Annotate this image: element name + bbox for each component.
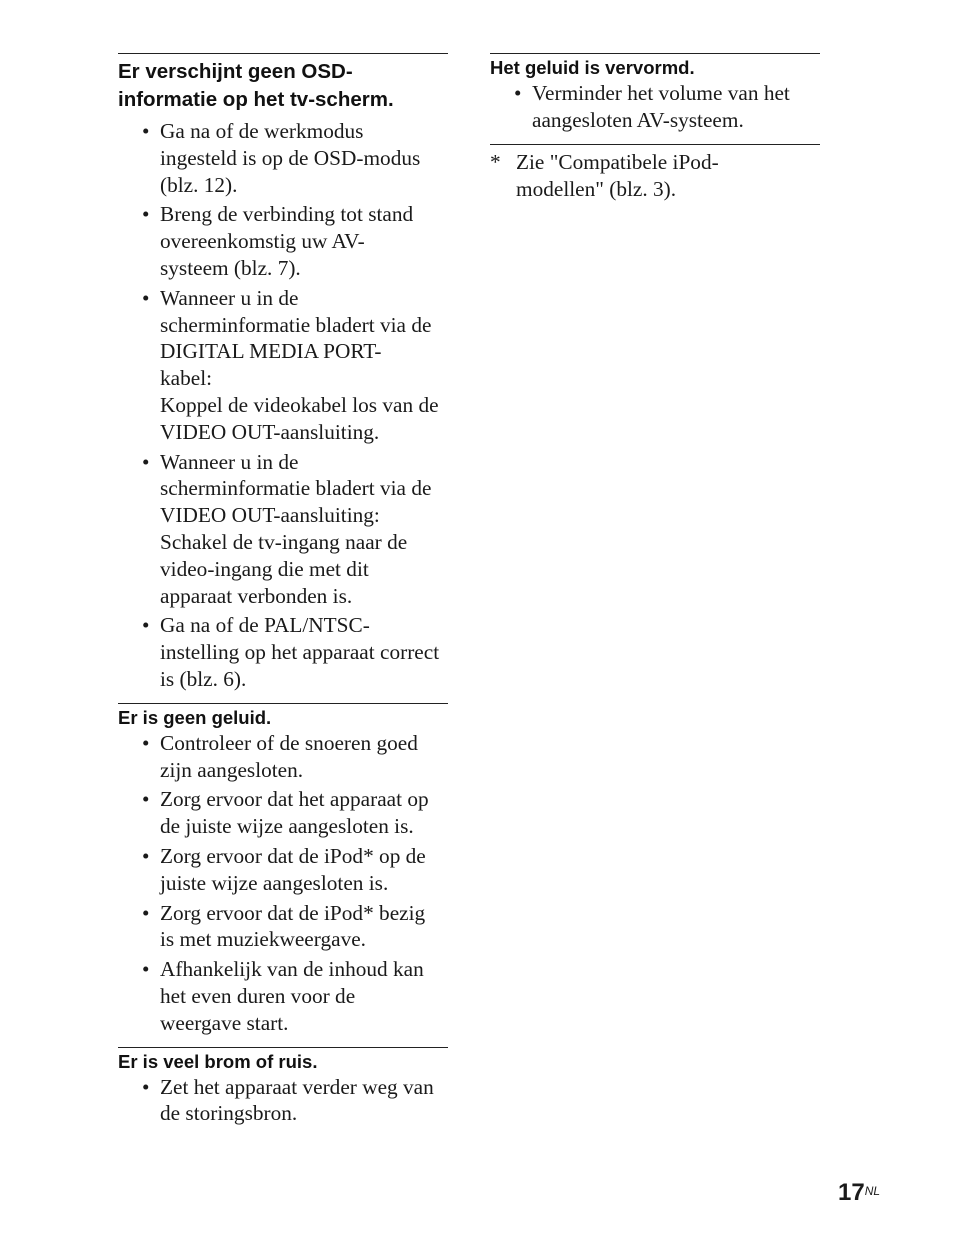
bullet-text-line: juiste wijze aangesloten is. [160, 870, 389, 895]
heading-line: informatie op het tv-scherm. [118, 88, 394, 111]
bullet-text-line: Breng de verbinding tot stand [160, 202, 414, 227]
bullet-item [118, 843, 448, 897]
troubleshooting-section [118, 703, 448, 1037]
bullet-text-line: scherminformatie bladert via de [160, 312, 432, 337]
bullet-item [118, 956, 448, 1036]
bullet-text-line: Schakel de tv-ingang naar de [160, 529, 408, 554]
left-column [118, 53, 448, 1130]
bullet-text-line: Ga na of de PAL/NTSC- [160, 613, 370, 638]
bullet-text-line: zijn aangesloten. [160, 757, 304, 782]
heading-line: Er is geen geluid. [118, 706, 272, 728]
bullet-list [118, 1074, 448, 1128]
bullet-text-line: de storingsbron. [160, 1101, 298, 1126]
bullet-marker: • [142, 843, 150, 868]
heading-line: Er is veel brom of ruis. [118, 1050, 318, 1072]
footnote-line: modellen" (blz. 3). [516, 176, 677, 201]
bullet-marker: • [142, 285, 150, 310]
right-column [490, 53, 820, 203]
troubleshooting-section [490, 53, 820, 134]
bullet-marker: • [142, 119, 150, 143]
bullet-list [118, 730, 448, 1037]
bullet-text-line: VIDEO OUT-aansluiting. [160, 419, 380, 444]
troubleshooting-section [118, 53, 448, 693]
bullet-text-line: is met muziekweergave. [160, 927, 366, 952]
footnote-mark: * [490, 149, 501, 174]
bullet-item [118, 900, 448, 954]
bullet-text-line: Controleer of de snoeren goed [160, 730, 418, 755]
bullet-item [118, 201, 448, 281]
bullet-item [490, 80, 820, 134]
bullet-marker: • [142, 613, 150, 638]
heading-line: Het geluid is vervormd. [490, 57, 695, 78]
bullet-text-line: het even duren voor de [160, 983, 356, 1008]
footnote [490, 144, 820, 203]
bullet-text-line: Koppel de videokabel los van de [160, 392, 439, 417]
bullet-item [118, 449, 448, 610]
bullet-text-line: systeem (blz. 7). [160, 255, 301, 280]
page-number [838, 1178, 880, 1208]
bullet-text-line: video-ingang die met dit [160, 556, 369, 581]
bullet-item [118, 1074, 448, 1128]
bullet-text-line: (blz. 12). [160, 172, 238, 197]
bullet-text-line: Zorg ervoor dat de iPod* bezig [160, 900, 426, 925]
bullet-text-line: Zorg ervoor dat het apparaat op [160, 787, 429, 812]
heading-line: Er verschijnt geen OSD- [118, 60, 353, 83]
bullet-text-line: weergave start. [160, 1010, 289, 1035]
bullet-item [118, 786, 448, 840]
bullet-list [118, 118, 448, 693]
section-heading [118, 704, 448, 730]
section-heading [490, 54, 820, 80]
bullet-item [118, 730, 448, 784]
bullet-marker: • [514, 81, 522, 105]
troubleshooting-section [118, 1047, 448, 1128]
section-heading [118, 1048, 448, 1074]
page-language-suffix: NL [864, 1184, 881, 1198]
footnote-line: Zie "Compatibele iPod- [516, 149, 719, 174]
bullet-text-line: instelling op het apparaat correct [160, 640, 440, 665]
bullet-list [490, 80, 820, 134]
bullet-marker: • [142, 449, 150, 474]
bullet-item [118, 612, 448, 692]
bullet-marker: • [142, 1074, 150, 1099]
bullet-text-line: Wanneer u in de [160, 285, 299, 310]
bullet-text-line: Afhankelijk van de inhoud kan [160, 957, 424, 982]
bullet-marker: • [142, 202, 150, 227]
bullet-text-line: Verminder het volume van het [532, 81, 790, 105]
bullet-item [118, 285, 448, 446]
bullet-text-line: DIGITAL MEDIA PORT- [160, 339, 382, 364]
bullet-text-line: Zet het apparaat verder weg van [160, 1074, 434, 1099]
bullet-text-line: Ga na of de werkmodus [160, 119, 364, 143]
bullet-text-line: ingesteld is op de OSD-modus [160, 145, 421, 170]
bullet-text-line: de juiste wijze aangesloten is. [160, 814, 414, 839]
bullet-marker: • [142, 900, 150, 925]
bullet-marker: • [142, 957, 150, 982]
bullet-item [118, 118, 448, 198]
bullet-text-line: apparaat verbonden is. [160, 583, 353, 608]
page-number-value: 17 [838, 1179, 865, 1206]
bullet-text-line: aangesloten AV-systeem. [532, 107, 744, 132]
bullet-text-line: overeenkomstig uw AV- [160, 229, 365, 254]
bullet-marker: • [142, 730, 150, 755]
bullet-text-line: scherminformatie bladert via de [160, 476, 432, 501]
bullet-text-line: Zorg ervoor dat de iPod* op de [160, 843, 426, 868]
bullet-text-line: kabel: [160, 366, 213, 391]
bullet-text-line: VIDEO OUT-aansluiting: [160, 503, 380, 528]
bullet-marker: • [142, 787, 150, 812]
bullet-text-line: is (blz. 6). [160, 666, 247, 691]
bullet-text-line: Wanneer u in de [160, 449, 299, 474]
section-heading [118, 54, 448, 114]
